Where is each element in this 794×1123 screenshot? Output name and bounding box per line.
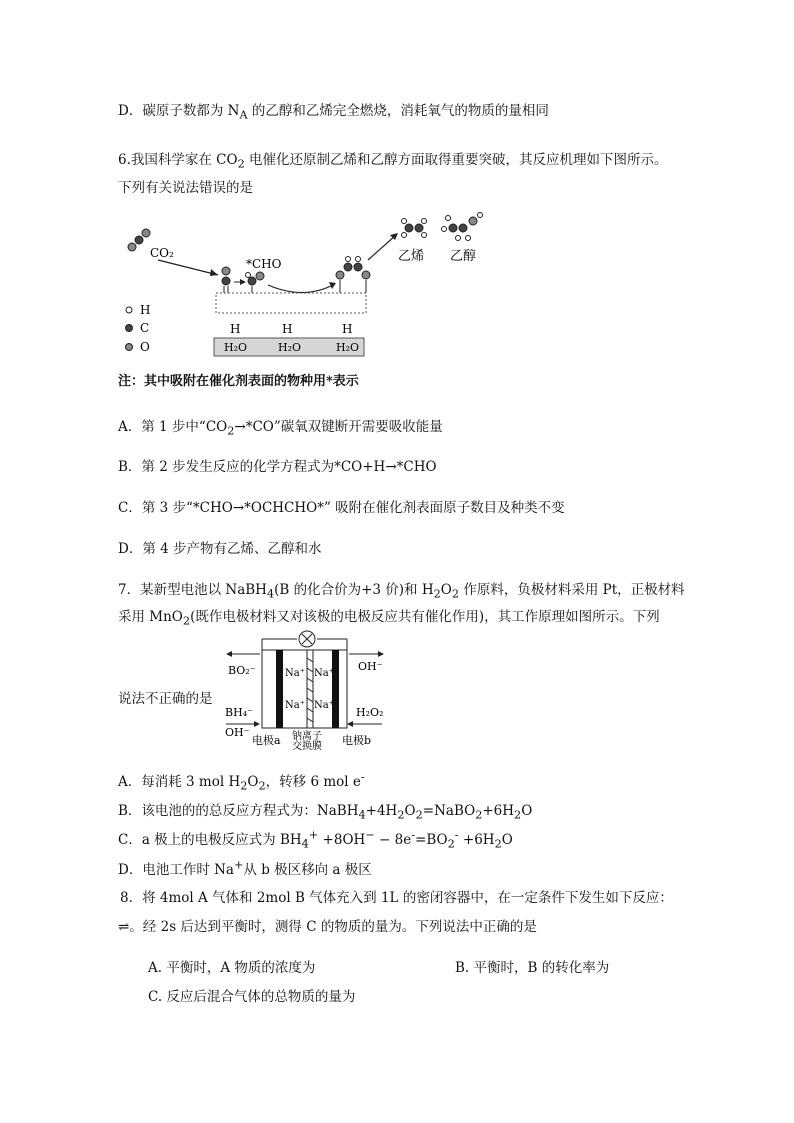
q8-option-a: A. 平衡时，A 物质的浓度为: [148, 960, 316, 976]
q7-stem-line3: 说法不正确的是: [118, 691, 213, 707]
na-label-1: Na⁺: [285, 668, 305, 679]
q5-option-d: D．碳原子数都为 $N_A$ 的乙醇和乙烯完全燃烧，消耗氧气的物质的量相同: [118, 103, 549, 122]
water-label-2: H₂O: [278, 341, 302, 354]
q8-option-b: B. 平衡时，B 的转化率为: [455, 960, 610, 976]
membrane-label-1: 钠离子: [292, 731, 322, 742]
water-label-3: H₂O: [336, 341, 360, 354]
q8-option-c: C. 反应后混合气体的总物质的量为: [148, 989, 356, 1005]
na-label-2: Na⁺: [314, 668, 334, 679]
catalyst-surface: [216, 293, 366, 313]
q6-option-b: B．第 2 步发生反应的化学方程式为*CO+H→*CHO: [118, 459, 437, 475]
q7-option-b: B．该电池的的总反应方程式为：$NaBH_4+4H_2O_2=NaBO_2+6H_2O$: [118, 803, 533, 822]
bo2-label: BO₂⁻: [228, 664, 256, 677]
co2-label: CO₂: [150, 246, 174, 260]
na-label-4: Na⁺: [314, 700, 334, 711]
ethanol-label: 乙醇: [450, 249, 477, 264]
ethanol-molecule: [442, 213, 483, 241]
oh-right-label: OH⁻: [358, 660, 383, 673]
q8-stem-line2: ⇌。经 2s 后达到平衡时，测得 C 的物质的量为。下列说法中正确的是: [118, 919, 537, 935]
h2o2-label: H₂O₂: [356, 706, 384, 719]
q6-option-d: D．第 4 步产物有乙烯、乙醇和水: [118, 541, 322, 557]
adsorbed-cho: [246, 272, 265, 293]
h-label-2: H: [282, 322, 293, 336]
q7-stem-line1: 7．某新型电池以 NaBH$_4$(B 的化合价为+3 价)和 $H_2O_2$ 作原料，负极材料采用 Pt，正极材料: [118, 582, 685, 601]
q7-option-c: C．a 极上的电极反应式为 $BH_4^+ +8OH^- - 8e^-=BO_2^- +6H_2O$: [118, 828, 513, 851]
co2-molecule: [128, 229, 150, 251]
arrow-co2: [158, 260, 218, 275]
electrode-a-label: 电极a: [252, 734, 281, 747]
adsorbed-ochcho: [336, 257, 370, 294]
arrow-products: [368, 235, 396, 260]
cho-label: *CHO: [246, 257, 282, 271]
legend-h: H: [140, 303, 151, 317]
ethylene-molecule: [402, 219, 427, 238]
electrode-a: [276, 650, 283, 728]
electrode-b-label: 电极b: [342, 734, 372, 747]
arrow-curve: [268, 285, 333, 293]
q6-figure-note: 注：其中吸附在催化剂表面的物种用*表示: [118, 374, 359, 389]
legend-o: O: [140, 340, 150, 354]
oh-left-label: OH⁻: [225, 726, 250, 739]
q6-option-c: C．第 3 步“*CHO→*OCHCHO*” 吸附在催化剂表面原子数目及种类不变: [118, 500, 565, 516]
adsorbed-co: [222, 267, 230, 293]
h-label-1: H: [230, 322, 241, 336]
h-label-3: H: [342, 322, 353, 336]
q7-option-d: D．电池工作时 Na+从 b 极区移向 a 极区: [118, 858, 372, 878]
q8-stem-line1: 8．将 4mol A 气体和 2mol B 气体充入到 1L 的密闭容器中，在一定条件下发生如下反应：: [120, 890, 673, 906]
membrane-label-2: 交换膜: [292, 741, 322, 750]
lamp-icon: [299, 631, 315, 647]
q6-stem-line1: 6.我国科学家在 $CO_2$ 电催化还原制乙烯和乙醇方面取得重要突破，其反应机理如下图所示。: [118, 152, 668, 171]
q7-stem-line2: 采用 MnO$_2$(既作电极材料又对该极的电极反应共有催化作用)，其工作原理如图所示。下列: [118, 609, 660, 628]
water-label-1: H₂O: [224, 341, 248, 354]
legend: [126, 303, 151, 354]
ethylene-label: 乙烯: [398, 249, 425, 264]
q6-mechanism-figure: [118, 205, 518, 365]
q6-stem-line2: 下列有关说法错误的是: [118, 180, 253, 196]
q7-option-a: A．每消耗 3 mol $H_2O_2$，转移 6 mol e-: [118, 770, 365, 793]
electrode-b: [332, 650, 339, 728]
na-label-3: Na⁺: [285, 700, 305, 711]
legend-c: C: [140, 321, 150, 335]
bh4-label: BH₄⁻: [225, 706, 253, 719]
q7-battery-figure: [222, 628, 392, 750]
q6-option-a: A．第 1 步中“$CO_2\to*CO$”碳氧双键断开需要吸收能量: [118, 419, 443, 438]
